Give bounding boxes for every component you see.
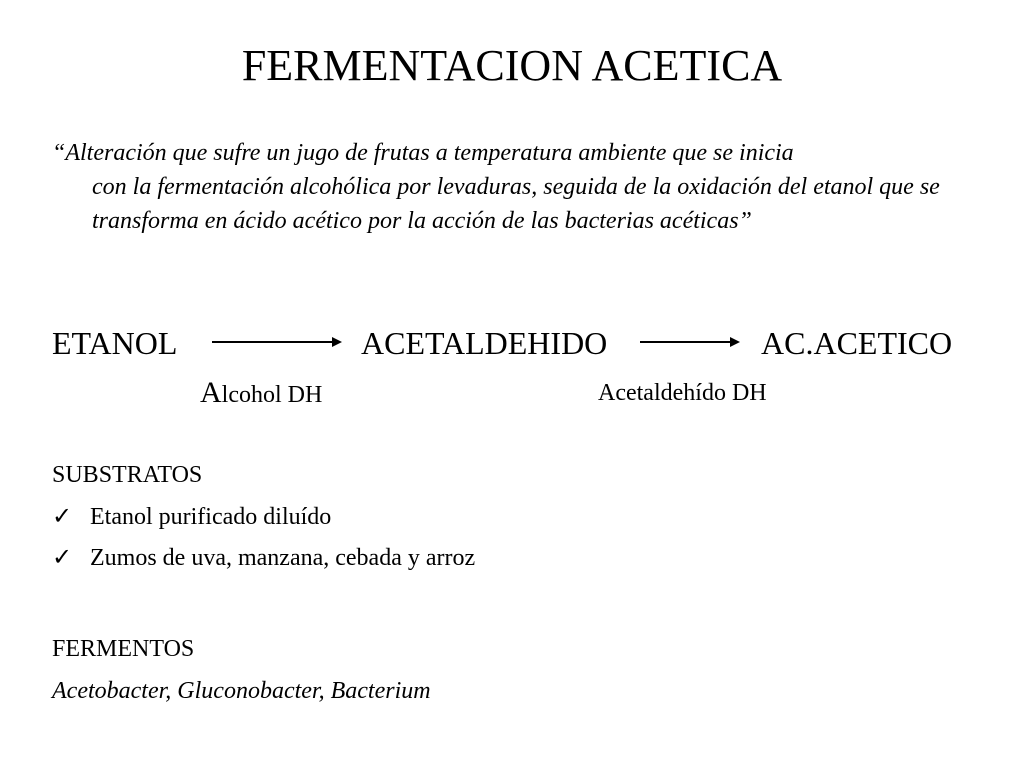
enzyme-alcohol-dehydrogenase <box>200 376 322 412</box>
reaction-product: AC.ACETICO <box>761 325 953 361</box>
arrow-right-icon <box>640 341 738 343</box>
reaction-intermediate: ACETALDEHIDO <box>361 325 608 361</box>
reaction-pathway <box>52 320 982 366</box>
reaction-substrate: ETANOL <box>52 325 178 361</box>
definition-continuation: con la fermentación alcohólica por levaduras, seguida de la oxidación del etanol que se transforma en ácido acético por la acción de las bacterias acéticas” <box>92 174 940 234</box>
enzyme-initial: A <box>200 376 222 409</box>
list-item-label: Zumos de uva, manzana, cebada y arroz <box>90 545 476 571</box>
definition-quote <box>52 136 952 238</box>
slide-title: FERMENTACION ACETICA <box>241 41 783 90</box>
ferments-heading: FERMENTOS <box>52 636 195 662</box>
list-item-label: Etanol purificado diluído <box>90 504 332 530</box>
arrow-right-icon <box>212 341 340 343</box>
ferments-list: Acetobacter, Gluconobacter, Bacterium <box>52 678 431 704</box>
enzyme-name-rest: lcohol DH <box>221 382 323 408</box>
checkmark-icon: ✓ <box>52 504 73 530</box>
list-item <box>52 500 331 534</box>
enzyme-acetaldehyde-dehydrogenase: Acetaldehído DH <box>598 380 767 406</box>
definition-first-line: “Alteración que sufre un jugo de frutas a temperatura ambiente que se inicia <box>52 140 794 166</box>
list-item <box>52 541 475 575</box>
substrates-heading: SUBSTRATOS <box>52 462 203 488</box>
checkmark-icon: ✓ <box>52 545 73 571</box>
